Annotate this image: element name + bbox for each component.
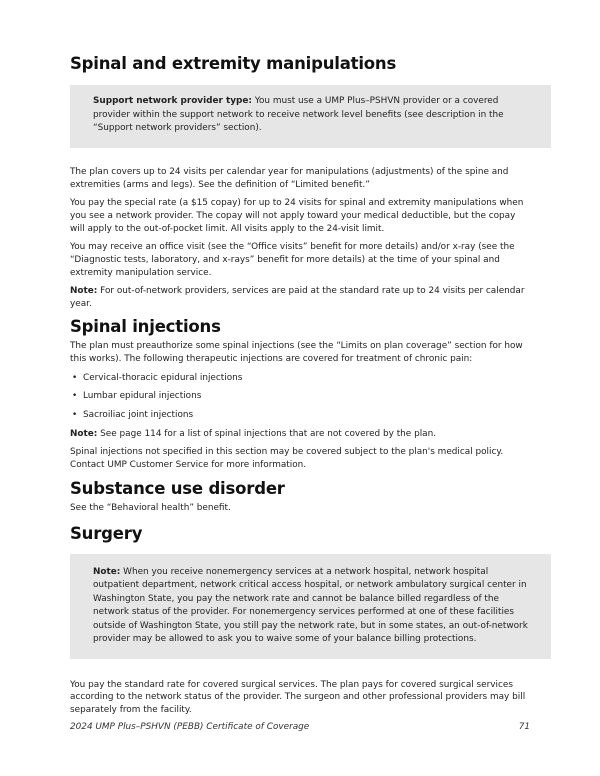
list-item-text: Lumbar epidural injections [83,391,202,402]
section-heading-injections: Spinal injections [70,317,221,337]
surgery-note-callout [70,554,551,659]
manipulations-paragraph-3: You may receive an office visit (see the “Office visits” benefit for more details) and/or x-ray (see the “Diagnostic tests, laboratory, and x-rays” benefit for more details) at the time of your spinal and extremity manipulation service. [70,241,515,278]
injections-paragraph-2: Spinal injections not specified in this section may be covered subject to the plan's medical policy. Contact UMP Customer Service for more information. [70,447,504,471]
manipulations-note [70,285,530,311]
surgery-paragraph-1: You pay the standard rate for covered surgical services. The plan pays for covered surgical services according to the network status of the provider. The surgeon and other professional providers may bill separately from the facility. [70,679,526,716]
list-item [70,409,530,422]
injections-note [70,428,530,441]
page-content [70,52,530,723]
note-lead: Note: [70,285,98,296]
callout-text: When you receive nonemergency services at a network hospital, network hospital outpatient department, network critical access hospital, or network ambulatory surgical center in Washington State, you pay the network rate and cannot be balance billed regardless of the network status of the provider. For nonemergency services performed at one of these facilities outside of Washington State, you still pay the network rate, but in some states, an out-of-network provider may be allowed to ask you to waive some of your balance billing protections. [93,566,528,645]
section-heading-surgery: Surgery [70,523,143,543]
callout-lead: Support network provider type: [93,96,252,106]
injections-paragraph-1: The plan must preauthorize some spinal injections (see the “Limits on plan coverage” section for how this works). The following therapeutic injections are covered for treatment of chronic pain: [70,341,523,365]
support-network-callout [70,85,551,148]
bullet-icon: • [72,372,78,383]
callout-lead: Note: [93,566,121,577]
page-number: 71 [518,722,530,732]
section-heading-substance: Substance use disorder [70,478,285,498]
list-item-text: Cervical-thoracic epidural injections [83,372,243,383]
bullet-icon: • [72,391,78,402]
note-text: For out-of-network providers, services are paid at the standard rate up to 24 visits per calendar year. [70,285,525,309]
note-text: See page 114 for a list of spinal injections that are not covered by the plan. [97,428,437,439]
footer-title: 2024 UMP Plus–PSHVN (PEBB) Certificate of Coverage [70,722,310,732]
list-item [70,390,530,403]
injections-list [70,372,530,422]
list-item-text: Sacroiliac joint injections [83,410,194,421]
note-lead: Note: [70,428,98,439]
manipulations-paragraph-1: The plan covers up to 24 visits per calendar year for manipulations (adjustments) of the spine and extremities (arms and legs). See the definition of “Limited benefit.” [70,167,509,190]
section-heading-manipulations: Spinal and extremity manipulations [70,54,397,73]
substance-paragraph-1: See the “Behavioral health” benefit. [70,502,231,513]
page-footer [70,722,530,732]
bullet-icon: • [72,410,78,421]
manipulations-paragraph-2: You pay the special rate (a $15 copay) for up to 24 visits for spinal and extremity manipulations when you see a network provider. The copay will not apply toward your medical deductible, but the copay will apply to the out-of-pocket limit. All visits apply to the 24-visit limit. [70,198,524,234]
callout-text: You must use a UMP Plus–PSHVN provider or a covered provider within the support network to receive network level benefits (see description in the “Support network providers” section). [93,96,504,133]
list-item [70,372,530,385]
